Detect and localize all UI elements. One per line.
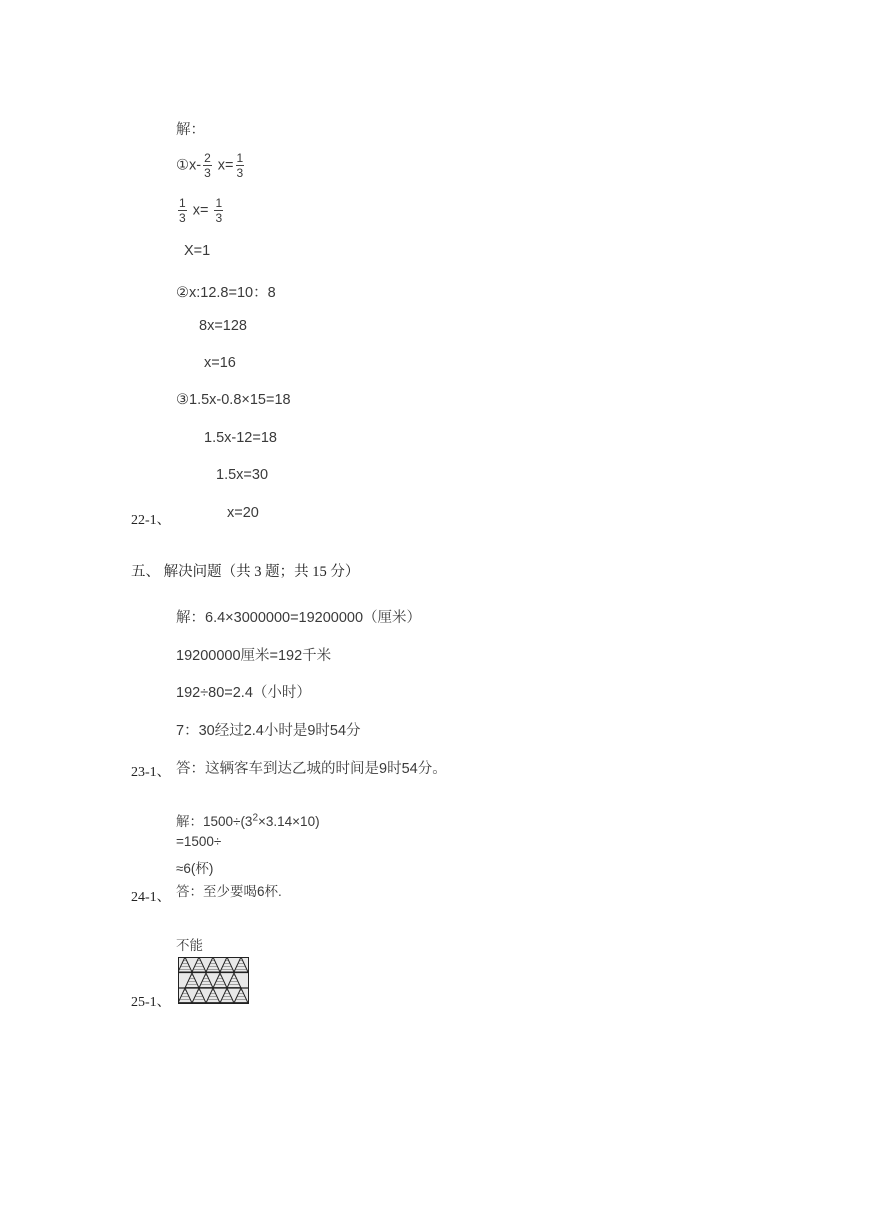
fraction-denominator: 3 bbox=[179, 211, 186, 225]
q24-line-1-prefix: 解：1500÷(3 bbox=[176, 814, 253, 829]
q25-answer-label: 25-1、 bbox=[131, 995, 171, 1010]
q23-line-2: 19200000厘米=192千米 bbox=[176, 648, 332, 664]
q22-equation-1-step-1 bbox=[176, 197, 225, 224]
eq1-prefix: ①x- bbox=[176, 157, 202, 174]
q23-line-5: 答：这辆客车到达乙城的时间是9时54分。 bbox=[176, 761, 447, 777]
q22-equation-1-step-2: X=1 bbox=[184, 243, 211, 259]
q24-answer-label: 24-1、 bbox=[131, 890, 171, 905]
fraction-numerator: 1 bbox=[215, 196, 223, 210]
fraction bbox=[236, 152, 245, 179]
q22-equation-3-step-1: 1.5x-12=18 bbox=[204, 430, 277, 446]
fraction-denominator: 3 bbox=[204, 166, 211, 180]
q22-equation-1 bbox=[176, 152, 246, 179]
q22-answer-label: 22-1、 bbox=[131, 513, 171, 528]
q23-line-3: 192÷80=2.4（小时） bbox=[176, 685, 311, 701]
fraction-numerator: 1 bbox=[179, 196, 186, 210]
q23-answer-label: 23-1、 bbox=[131, 765, 171, 780]
q22-equation-2: ②x:12.8=10：8 bbox=[176, 285, 276, 301]
q22-equation-3: ③1.5x-0.8×15=18 bbox=[176, 392, 291, 408]
q24-exponent: 2 bbox=[252, 812, 259, 824]
q24-line-2: =1500÷ bbox=[176, 834, 222, 849]
fraction bbox=[214, 197, 223, 224]
fraction-denominator: 3 bbox=[215, 211, 223, 225]
q25-line-1: 不能 bbox=[176, 938, 203, 953]
q24-line-4: 答：至少要喝6杯. bbox=[176, 884, 282, 899]
q24-line-1-suffix: ×3.14×10) bbox=[258, 814, 320, 829]
fraction-numerator: 1 bbox=[236, 151, 244, 165]
fraction bbox=[178, 197, 187, 224]
triangle-tiling-figure bbox=[178, 957, 249, 1004]
q22-equation-2-step-1: 8x=128 bbox=[199, 318, 247, 334]
fraction bbox=[203, 152, 212, 179]
eq1-step1-mid: x= bbox=[192, 202, 209, 219]
q22-equation-2-step-2: x=16 bbox=[204, 355, 236, 371]
q24-line-1 bbox=[176, 810, 320, 830]
q24-line-3: ≈6(杯) bbox=[176, 861, 214, 876]
eq1-mid: x= bbox=[217, 157, 234, 174]
fraction-numerator: 2 bbox=[204, 151, 211, 165]
q22-equation-3-step-2: 1.5x=30 bbox=[216, 467, 269, 483]
fraction-denominator: 3 bbox=[236, 166, 244, 180]
section-5-title: 五、 解决问题（共 3 题；共 15 分） bbox=[131, 564, 360, 580]
q23-line-4: 7：30经过2.4小时是9时54分 bbox=[176, 723, 361, 739]
q22-equation-3-step-3: x=20 bbox=[227, 505, 259, 521]
q23-line-1: 解：6.4×3000000=19200000（厘米） bbox=[176, 610, 422, 626]
q22-header: 解： bbox=[176, 122, 205, 138]
